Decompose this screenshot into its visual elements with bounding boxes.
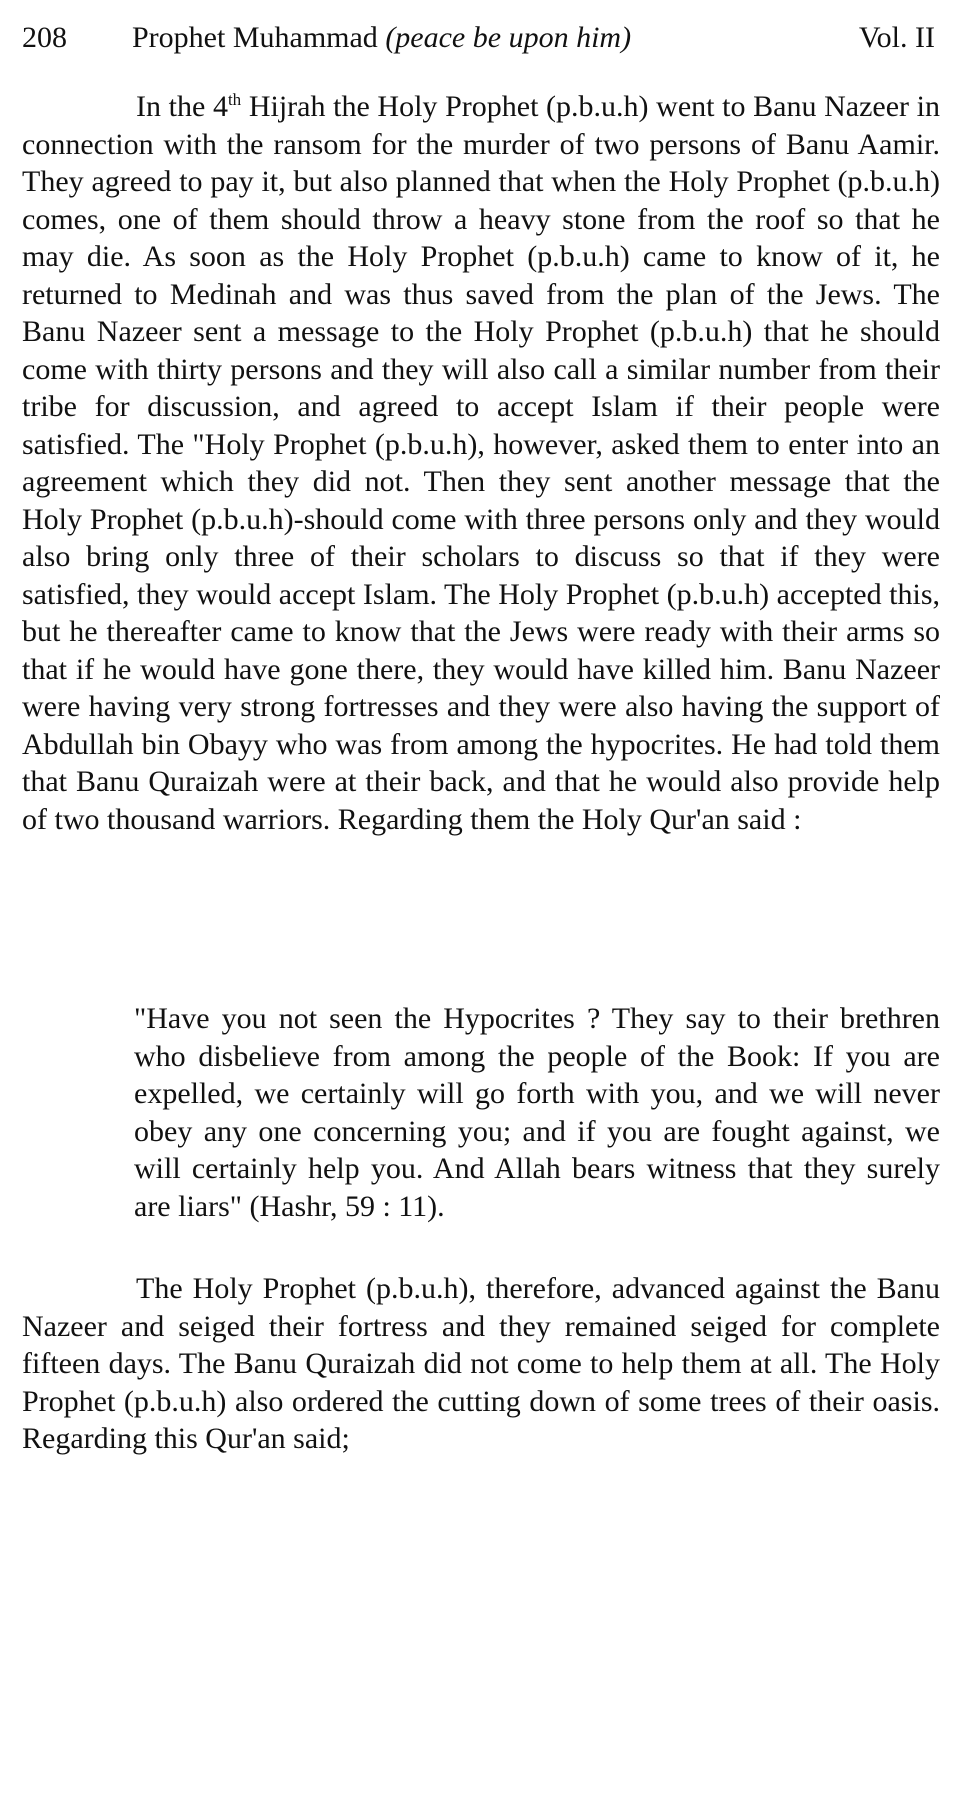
paragraph-2-text: The Holy Prophet (p.b.u.h), therefore, advanced against the Banu Nazeer and seiged their fortress and they remained seiged for complete fifteen days. The Banu Quraizah did not come to help them at all. The Holy Prophet (p.b.u.h) also ordered the cutting down of some trees of their oasis. Regarding this Qur'an said; — [22, 1272, 940, 1455]
running-title-italic: (peace be upon him) — [385, 21, 632, 54]
running-title — [132, 18, 631, 58]
block-quote-text: "Have you not seen the Hypocrites ? They say to their brethren who disbelieve from among the people of the Book: If you are expelled, we certainly will go forth with you, and we will never obey any one concerning you; and if you are fought against, we will certainly help you. And Allah bears witness that they surely are liars" (Hashr, 59 : 11). — [134, 1002, 940, 1223]
running-title-main: Prophet Muhammad — [132, 21, 378, 54]
paragraph-2 — [22, 1270, 940, 1458]
paragraph-1 — [22, 88, 940, 838]
block-quote — [134, 1000, 940, 1225]
page-number: 208 — [22, 21, 67, 54]
paragraph-1-lead: In the 4 — [136, 90, 228, 123]
ordinal-superscript: th — [227, 90, 242, 109]
page-header — [22, 18, 935, 58]
paragraph-1-text: Hijrah the Holy Prophet (p.b.u.h) went to Banu Nazeer in connection with the ransom for the murder of two persons of Banu Aamir. They agreed to pay it, but also planned that when the Holy Prophet (p.b.u.h) comes, one of them should throw a heavy stone from the roof so that he may die. As soon as the Holy Prophet (p.b.u.h) came to know of it, he returned to Medinah and was thus saved from the plan of the Jews. The Banu Nazeer sent a message to the Holy Prophet (p.b.u.h) that he should come with thirty persons and they will also call a similar number from their tribe for discussion, and agreed to accept Islam if their people were satisfied. The "Holy Prophet (p.b.u.h), however, asked them to enter into an agreement which they did not. Then they sent another message that the Holy Prophet (p.b.u.h)-should come with three persons only and they would also bring only three of their scholars to discuss so that if they were satisfied, they would accept Islam. The Holy Prophet (p.b.u.h) accepted this, but he thereafter came to know that the Jews were ready with their arms so that if he would have gone there, they would have killed him. Banu Nazeer were having very strong fortresses and they were also having the support of Abdullah bin Obayy who was from among the hypocrites. He had told them that Banu Quraizah were at their back, and that he would also provide help of two thousand warriors. Regarding them the Holy Qur'an said : — [22, 90, 941, 836]
volume-label: Vol. II — [858, 21, 935, 54]
